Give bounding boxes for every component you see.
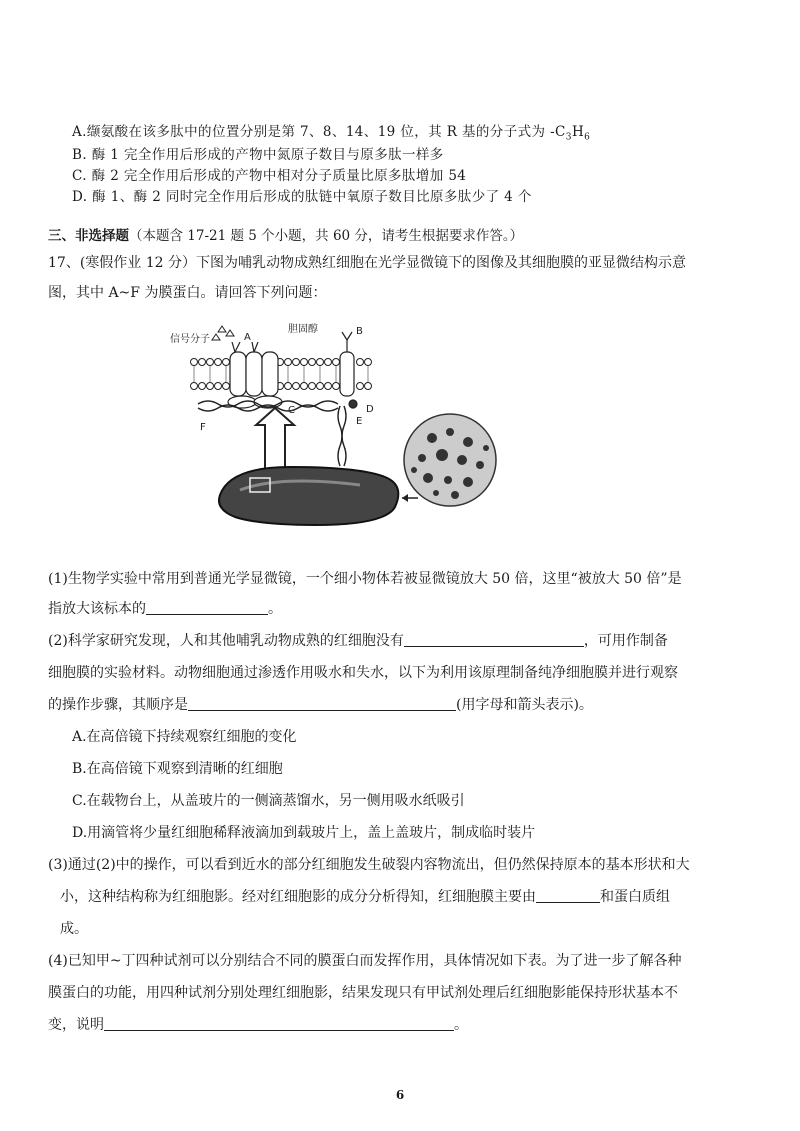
label-signal: 信号分子 xyxy=(170,334,210,345)
page-number: 6 xyxy=(395,1088,405,1102)
answer-blank-3[interactable] xyxy=(188,696,456,711)
step-b: B.在高倍镜下观察到清晰的红细胞 xyxy=(72,761,283,777)
part2-line3: 的操作步骤，其顺序是 (用字母和箭头表示)。 xyxy=(48,697,593,713)
membrane-diagram xyxy=(170,320,510,535)
part4-line2: 膜蛋白的功能，用四种试剂分别处理红细胞影，结果发现只有甲试剂处理后红细胞影能保持形状基本不 xyxy=(48,985,678,1001)
signal-molecules xyxy=(212,326,234,340)
protein-b xyxy=(340,332,357,408)
part4-line3: 变，说明 。 xyxy=(48,1017,468,1033)
part1-line2: 指放大该标本的 。 xyxy=(48,601,282,617)
option-c: C. 酶 2 完全作用后形成的产物中相对分子质量比原多肽增加 54 xyxy=(72,168,467,184)
label-c: C xyxy=(288,405,295,416)
label-e: E xyxy=(356,416,363,427)
part3-line3: 成。 xyxy=(60,921,88,937)
step-a: A.在高倍镜下持续观察红细胞的变化 xyxy=(72,729,297,745)
option-a: A.缬氨酸在该多肽中的位置分别是第 7、8、14、19 位，其 R 基的分子式为 $-C_3H_6$ xyxy=(72,124,591,143)
protein-a xyxy=(228,352,282,408)
red-blood-cell xyxy=(219,467,398,525)
label-cholesterol: 胆固醇 xyxy=(288,324,318,335)
part2-line2: 细胞膜的实验材料。动物细胞通过渗透作用吸水和失水，以下为利用该原理制备纯净细胞膜并进行观察 xyxy=(48,665,678,681)
option-d: D. 酶 1、酶 2 同时完全作用后形成的肽链中氧原子数目比原多肽少了 4 个 xyxy=(72,189,532,205)
receptor-arms xyxy=(232,342,258,352)
option-b: B. 酶 1 完全作用后形成的产物中氮原子数目与原多肽一样多 xyxy=(72,147,444,163)
label-b: B xyxy=(356,326,363,337)
label-f: F xyxy=(200,422,206,433)
part2-line1: (2)科学家研究发现，人和其他哺乳动物成熟的红细胞没有 ，可用作制备 xyxy=(48,633,668,649)
step-d: D.用滴管将少量红细胞稀释液滴加到载玻片上，盖上盖玻片，制成临时装片 xyxy=(72,825,536,841)
answer-blank-2[interactable] xyxy=(404,632,584,647)
answer-blank-4[interactable] xyxy=(536,888,600,903)
section-heading: 三、非选择题（本题含 17-21 题 5 个小题，共 60 分，请考生根据要求作答。） xyxy=(48,228,524,244)
q17-stem-line2: 图，其中 A~F 为膜蛋白。请回答下列问题： xyxy=(48,285,327,301)
part4-line1: (4)已知甲~丁四种试剂可以分别结合不同的膜蛋白而发挥作用，具体情况如下表。为了进一步了解各种 xyxy=(48,953,682,969)
label-d: D xyxy=(366,404,374,415)
q17-stem-line1: 17、(寒假作业 12 分）下图为哺乳动物成熟红细胞在光学显微镜下的图像及其细胞膜的亚显微结构示意 xyxy=(48,255,686,271)
step-c: C.在载物台上，从盖玻片的一侧滴蒸馏水，另一侧用吸水纸吸引 xyxy=(72,793,465,809)
zoom-arrow xyxy=(256,408,294,470)
part3-line2: 小，这种结构称为红细胞影。经对红细胞影的成分分析得知，红细胞膜主要由 和蛋白质组 xyxy=(60,889,670,905)
answer-blank-5[interactable] xyxy=(104,1016,454,1031)
part3-line1: (3)通过(2)中的操作，可以看到近水的部分红细胞发生破裂内容物流出，但仍然保持原本的基本形状和大 xyxy=(48,857,690,873)
part1-line1: (1)生物学实验中常用到普通光学显微镜，一个细小物体若被显微镜放大 50 倍，这里“被放大 50 倍”是 xyxy=(48,571,682,587)
micrograph xyxy=(402,414,496,506)
label-a: A xyxy=(244,332,251,343)
membrane-figure xyxy=(170,320,510,535)
answer-blank-1[interactable] xyxy=(146,600,268,615)
